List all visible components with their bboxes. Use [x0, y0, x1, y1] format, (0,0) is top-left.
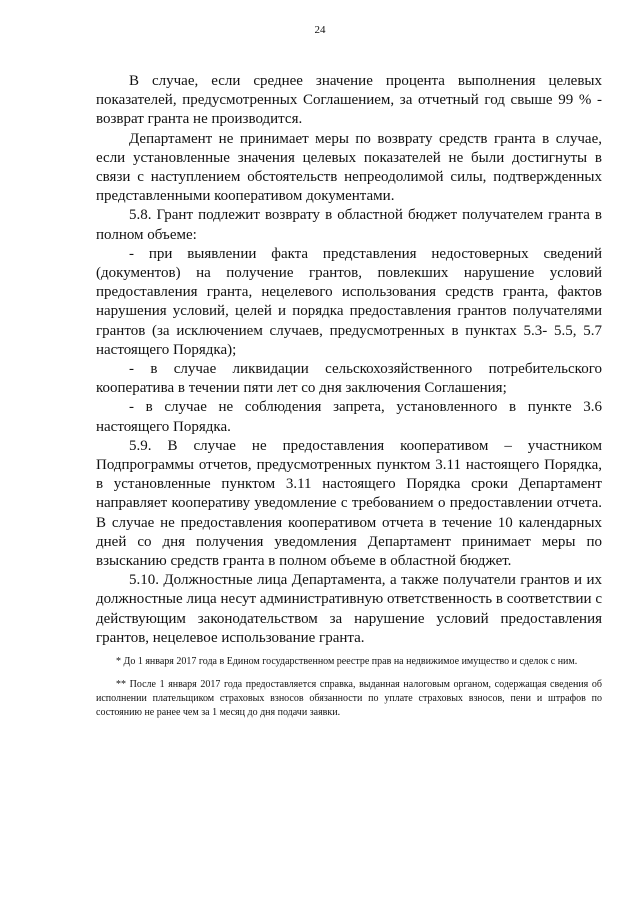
list-item-prohibition: - в случае не соблюдения запрета, установленного в пункте 3.6 настоящего Порядка.	[96, 399, 602, 435]
list-item-liquidation: - в случае ликвидации сельскохозяйственного потребительского кооператива в течении пяти лет со дня заключения Соглашения;	[96, 361, 602, 397]
page-number: 24	[314, 24, 326, 36]
paragraph-5-9: 5.9. В случае не предоставления кооперативом – участником Подпрограммы отчетов, предусмотренных пунктом 3.11 настоящего Порядка, в установленные пунктом 3.11 настоящего Порядка сроки Департамент направляет кооперативу уведомление с требованием о предоставлении отчета. В случае не предоставления кооперативом отчета в течение 10 календарных дней со дня получения уведомления Департамент принимает меры по взысканию средств гранта в полном объеме в областной бюджет.	[96, 437, 602, 570]
footnote-1: * До 1 января 2017 года в Едином государственном реестре прав на недвижимое имущество и сделок с ним.	[116, 656, 578, 667]
footnotes	[96, 655, 602, 729]
paragraph-force-majeure: Департамент не принимает меры по возврату средств гранта в случае, если установленные значения целевых показателей не были достигнуты в связи с наступлением обстоятельств непреодолимой силы, подтвержденных представленными кооперативом документами.	[96, 130, 602, 205]
footnote-2: ** После 1 января 2017 года предоставляется справка, выданная налоговым органом, содержащая сведения об исполнении плательщиком страховых взносов обязанности по уплате страховых взносов, пени и штрафов по состоянию не ранее чем за 1 месяц до дня подачи заявки.	[96, 679, 602, 718]
paragraph-return-not-made: В случае, если среднее значение процента выполнения целевых показателей, предусмотренных Соглашением, за отчетный год свыше 99 % - возврат гранта не производится.	[96, 73, 602, 128]
main-text	[96, 72, 602, 648]
paragraph-5-10: 5.10. Должностные лица Департамента, а также получатели грантов и их должностные лица несут административную ответственность в соответствии с действующим законодательством за нарушение условий предоставления грантов, нецелевое использование гранта.	[96, 572, 602, 646]
paragraph-5-8: 5.8. Грант подлежит возврату в областной бюджет получателем гранта в полном объеме:	[96, 207, 602, 243]
list-item-false-information: - при выявлении факта представления недостоверных сведений (документов) на получение грантов, повлекших нарушение условий предоставления гранта, нецелевого использования средств гранта, фактов нарушения условий, целей и порядка предоставления грантов получателями грантов (за исключением случаев, предусмотренных в пунктах 5.3- 5.5, 5.7 настоящего Порядка);	[96, 245, 602, 358]
